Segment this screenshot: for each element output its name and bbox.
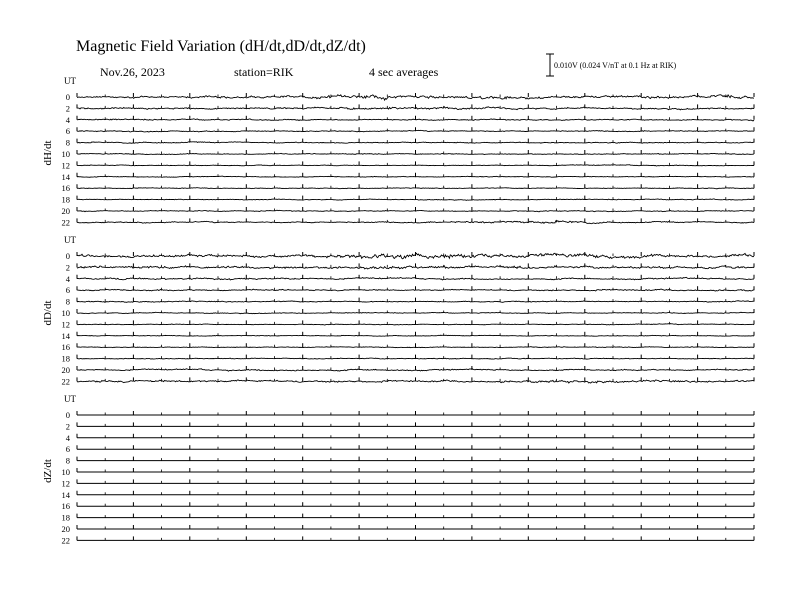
trace-row xyxy=(66,285,754,295)
trace-row xyxy=(66,92,754,102)
panel-dhdt xyxy=(42,76,754,227)
row-label: 8 xyxy=(65,455,70,466)
trace-row xyxy=(66,274,754,284)
panel-ylabel: dH/dt xyxy=(42,140,54,166)
row-label: 6 xyxy=(65,126,70,137)
panel-ylabel: dZ/dt xyxy=(42,459,54,483)
trace-row xyxy=(62,183,755,193)
row-label: 18 xyxy=(61,194,70,205)
averaging-label: 4 sec averages xyxy=(369,65,439,79)
row-label: 4 xyxy=(65,432,70,443)
trace-row xyxy=(62,467,755,477)
trace-row xyxy=(66,433,754,443)
row-label: 22 xyxy=(61,535,70,546)
row-label: 20 xyxy=(61,206,70,216)
row-label: 20 xyxy=(61,524,70,534)
trace-row xyxy=(62,195,755,205)
row-label: 14 xyxy=(61,330,70,341)
row-label: 14 xyxy=(61,171,70,182)
row-label: 12 xyxy=(61,160,70,171)
row-label: 16 xyxy=(61,342,70,353)
panel-dzdt xyxy=(42,394,754,545)
row-label: 16 xyxy=(61,183,70,194)
trace-row xyxy=(62,490,755,500)
trace-row xyxy=(66,444,754,454)
trace-row xyxy=(62,501,755,511)
row-label: 12 xyxy=(61,319,70,330)
trace-row xyxy=(66,410,754,420)
trace-row xyxy=(62,172,755,182)
trace-row xyxy=(66,297,754,307)
trace-row xyxy=(62,160,755,170)
trace-row xyxy=(62,478,755,488)
date-label: Nov.26, 2023 xyxy=(100,65,165,79)
row-label: 18 xyxy=(61,353,70,364)
ut-axis-label: UT xyxy=(64,76,76,86)
row-label: 0 xyxy=(65,251,70,261)
row-label: 4 xyxy=(65,273,70,284)
scale-bar-label: 0.010V (0.024 V/nT at 0.1 Hz at RIK) xyxy=(554,61,677,70)
row-label: 18 xyxy=(61,512,70,523)
ut-axis-label: UT xyxy=(64,394,76,404)
trace-row xyxy=(62,217,755,227)
panel-ylabel: dD/dt xyxy=(42,300,54,326)
trace-row xyxy=(62,535,755,545)
row-label: 20 xyxy=(61,365,70,375)
row-label: 8 xyxy=(65,137,70,148)
row-label: 2 xyxy=(65,262,70,273)
trace-row xyxy=(66,115,754,125)
trace-row xyxy=(62,524,755,534)
trace-row xyxy=(62,206,755,216)
row-label: 12 xyxy=(61,478,70,489)
row-label: 10 xyxy=(61,467,70,477)
trace-row xyxy=(66,456,754,466)
panel-dddt xyxy=(42,235,754,386)
row-label: 6 xyxy=(65,285,70,296)
row-label: 10 xyxy=(61,149,70,159)
trace-row xyxy=(62,331,755,341)
trace-row xyxy=(66,421,754,431)
trace-row xyxy=(62,342,755,352)
trace-row xyxy=(66,126,754,136)
row-label: 8 xyxy=(65,296,70,307)
row-label: 0 xyxy=(65,92,70,102)
trace-row xyxy=(62,354,755,364)
trace-row xyxy=(66,262,754,272)
row-label: 2 xyxy=(65,421,70,432)
trace-row xyxy=(66,138,754,148)
trace-row xyxy=(62,376,755,386)
trace-row xyxy=(62,149,755,159)
chart-title: Magnetic Field Variation (dH/dt,dD/dt,dZ/dt) xyxy=(76,38,366,55)
row-label: 0 xyxy=(65,410,70,420)
trace-row xyxy=(66,103,754,113)
row-label: 10 xyxy=(61,308,70,318)
row-label: 2 xyxy=(65,103,70,114)
row-label: 14 xyxy=(61,489,70,500)
scale-bar-icon xyxy=(546,54,554,76)
trace-row xyxy=(62,513,755,523)
row-label: 22 xyxy=(61,376,70,387)
trace-row xyxy=(66,251,754,261)
row-label: 4 xyxy=(65,114,70,125)
ut-axis-label: UT xyxy=(64,235,76,245)
trace-row xyxy=(62,365,755,375)
station-label: station=RIK xyxy=(234,65,294,79)
row-label: 6 xyxy=(65,444,70,455)
trace-row xyxy=(62,308,755,318)
row-label: 22 xyxy=(61,217,70,228)
trace-row xyxy=(62,319,755,329)
row-label: 16 xyxy=(61,501,70,512)
